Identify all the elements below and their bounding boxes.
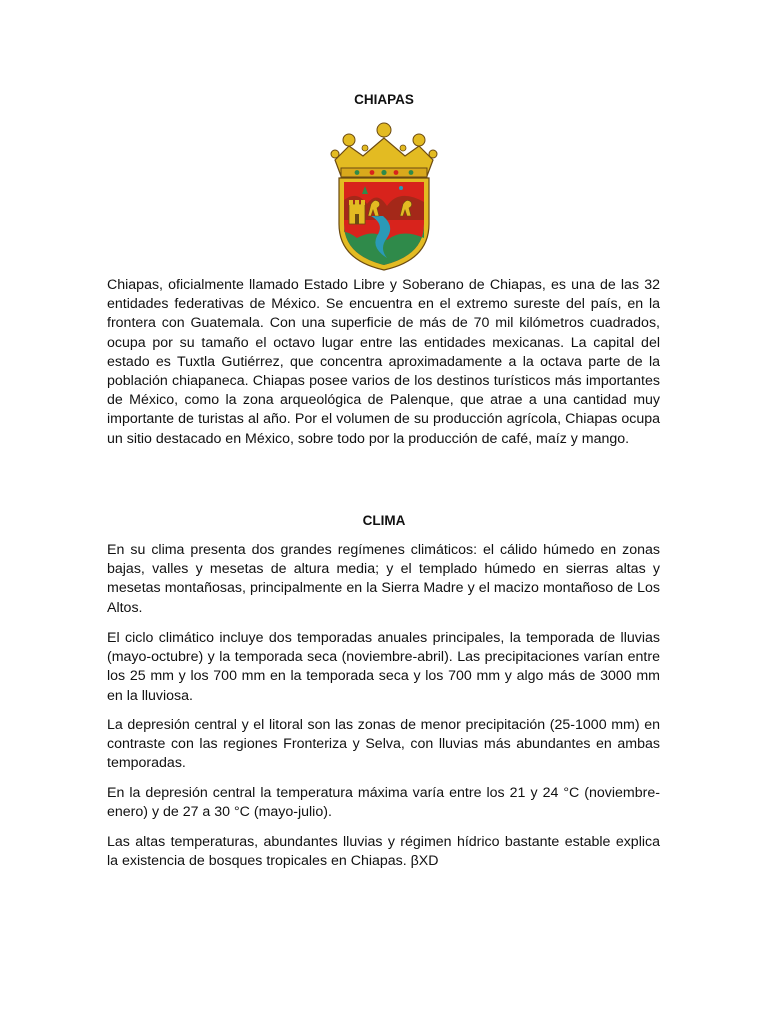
crown-icon [331,123,437,177]
clima-paragraph: En la depresión central la temperatura máxima varía entre los 21 y 24 °C (noviembre-enero) y de 27 a 30 °C (mayo-julio). [107,785,660,821]
intro-paragraph: Chiapas, oficialmente llamado Estado Libre y Soberano de Chiapas, es una de las 32 entidades federativas de México. Se encuentra en el extremo sureste del país, en la frontera con Guatemala. Con una superficie de más de 70 mil kilómetros cuadrados, ocupa por su tamaño el octavo lugar entre las entidades mexicanas. La capital del estado es Tuxtla Gutiérrez, que concentra aproximadamente a la octava parte de la población chiapaneca. Chiapas posee varios de los destinos turísticos más importantes de México, como la zona arqueológica de Palenque, que atrae a una cantidad muy importante de turistas al año. Por el volumen de su producción agrícola, Chiapas ocupa un sitio destacado en México, sobre todo por la producción de café, maíz y mango. [107,277,660,447]
clima-paragraph: El ciclo climático incluye dos temporadas anuales principales, la temporada de lluvias (mayo-octubre) y la temporada seca (noviembre-abril). Las precipitaciones varían entre los 25 mm y los 700 mm en la temporada seca y los 700 mm y algo más de 3000 mm en la lluviosa. [107,630,660,704]
clima-paragraph: La depresión central y el litoral son las zonas de menor precipitación (25-1000 mm) en contraste con las regiones Fronteriza y Selva, con lluvias más abundantes en ambas temporadas. [107,717,660,772]
page-title: CHIAPAS [354,92,414,107]
clima-paragraph: Las altas temperaturas, abundantes lluvias y régimen hídrico bastante estable explica la existencia de bosques tropicales en Chiapas. βXD [107,834,660,870]
section-heading-clima: CLIMA [362,513,406,528]
clima-paragraph: En su clima presenta dos grandes regímenes climáticos: el cálido húmedo en zonas bajas, valles y mesetas de altura media; y el templado húmedo en sierras altas y mesetas montañosas, principalmente en la Sierra Madre y el macizo montañoso de Los Altos. [107,542,660,616]
coat-of-arms-icon [327,120,441,272]
shield-icon [339,178,429,270]
